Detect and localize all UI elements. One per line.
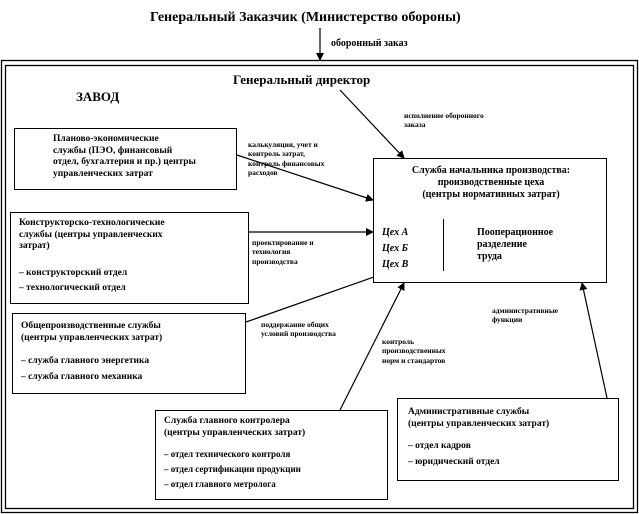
- plant-title: ЗАВОД: [76, 89, 120, 104]
- design-tech-title: Конструкторско-технологические службы (центры управленческих затрат): [19, 218, 165, 252]
- hr-dept-item: – отдел кадров: [408, 441, 471, 451]
- controller-title: Служба главного контролера (центры управленческих затрат): [164, 416, 306, 438]
- customer-title: Генеральный Заказчик (Министерство обороны): [150, 10, 461, 25]
- admin-arrow: [582, 283, 607, 398]
- labor-division-text: Пооперационное разделение труда: [477, 227, 554, 263]
- design-tech-box: [10, 212, 249, 304]
- design-dept-item: – конструкторский отдел: [19, 268, 128, 278]
- controller-box: [155, 410, 388, 500]
- shop-c: Цех В: [382, 259, 409, 270]
- metrology-item: – отдел главного метролога: [164, 479, 276, 489]
- execution-arrow: [340, 90, 404, 158]
- support-arrow: [246, 272, 388, 322]
- order-label: оборонный заказ: [331, 38, 408, 49]
- plan-econ-text: Планово-экономические службы (ПЭО, финансовый отдел, бухгалтерия и пр.) центры управленческих затрат: [53, 134, 196, 179]
- shop-a: Цех А: [382, 227, 409, 238]
- legal-dept-item: – юридический отдел: [408, 457, 500, 467]
- shop-divider: [443, 219, 444, 271]
- director-title: Генеральный директор: [233, 72, 371, 87]
- mechanic-service-item: – служба главного механика: [21, 372, 143, 382]
- support-label: поддержание общих условий производства: [261, 320, 336, 339]
- tech-dept-item: – технологический отдел: [19, 283, 126, 293]
- design-label: проектирование и технология производства: [252, 238, 314, 266]
- admin-functions-label: административные функции: [492, 306, 559, 325]
- energy-service-item: – служба главного энергетика: [21, 356, 150, 366]
- production-chief-box: [373, 158, 607, 283]
- plan-econ-box: [14, 128, 237, 190]
- order-execution-label: исполнение оборонного заказа: [404, 111, 484, 130]
- shop-b: Цех Б: [382, 243, 408, 254]
- costing-label: калькуляция, учет и контроль затрат, контроль финансовых расходов: [248, 140, 325, 178]
- control-label: контроль производственных норм и стандартов: [382, 337, 446, 365]
- admin-title: Административные службы (центры управленческих затрат): [408, 407, 550, 429]
- general-prod-box: [12, 313, 246, 394]
- general-prod-title: Общепроизводственные службы (центры управленческих затрат): [21, 321, 163, 343]
- admin-box: [397, 398, 619, 481]
- production-chief-title: Служба начальника производства: производственные цеха (центры нормативных затрат): [411, 165, 571, 201]
- certification-item: – отдел сертификации продукции: [164, 464, 301, 474]
- tech-control-item: – отдел технического контроля: [164, 449, 291, 459]
